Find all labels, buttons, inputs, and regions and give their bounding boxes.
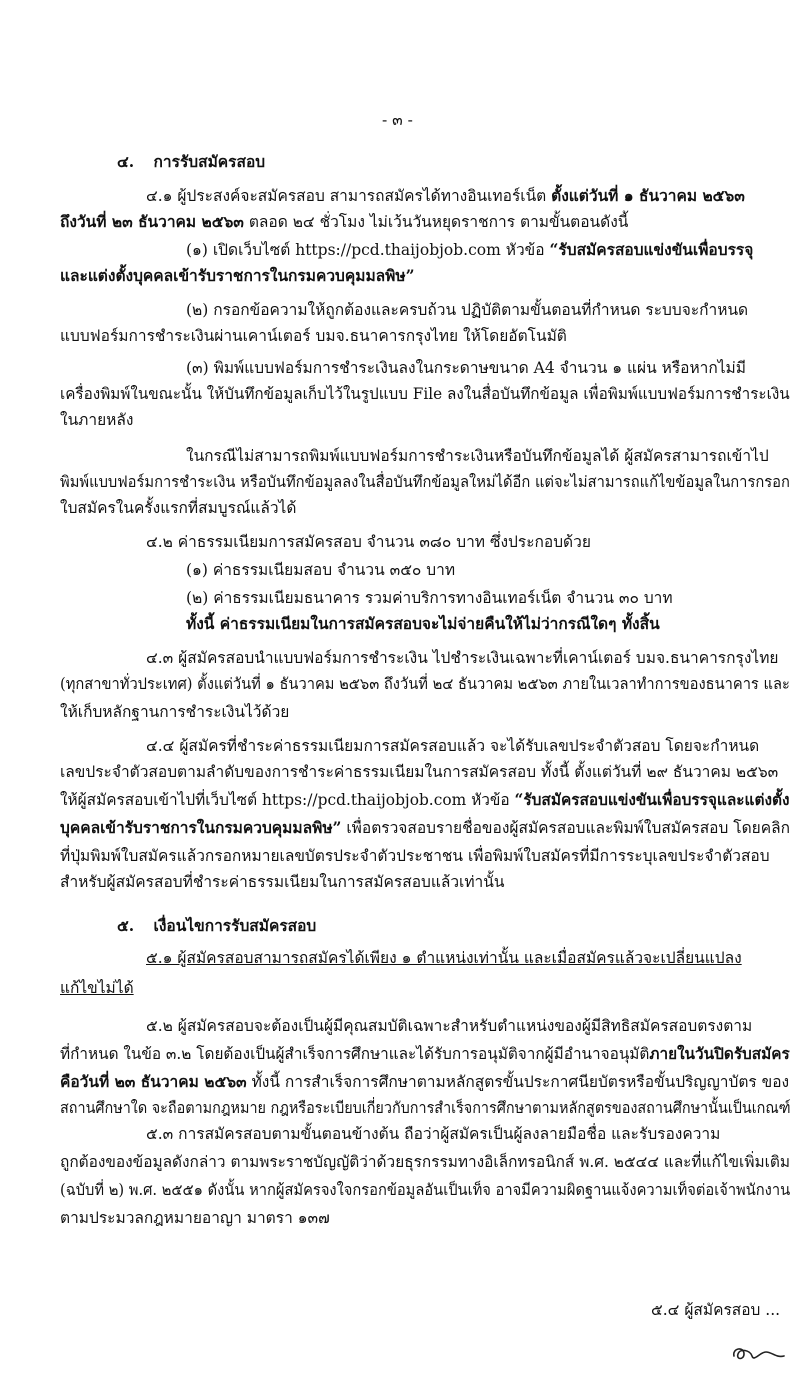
clause-4-1-line-2 [60,212,628,232]
continuation-note: ๕.๔ ผู้สมัครสอบ ... [651,1301,781,1319]
clause-4-1-text: ๔.๑ ผู้ประสงค์จะสมัครสอบ สามารถสมัครได้ทางอินเทอร์เน็ต [146,187,552,205]
clause-4-4-line-3 [60,790,789,810]
section-5-title: เงื่อนไขการรับสมัครสอบ [153,916,317,935]
step-2-line-1: (๒) กรอกข้อความให้ถูกต้องและครบถ้วน ปฏิบัติตามขั้นตอนที่กำหนด ระบบจะกำหนด [186,301,749,319]
step-1-text: (๑) เปิดเว็บไซต์ https://pcd.thaijobjob.com หัวข้อ [186,241,550,259]
section-4-number: ๔. [117,152,135,171]
clause-5-2-line-2 [60,1044,790,1064]
clause-4-3-line-2: (ทุกสาขาทั่วประเทศ) ตั้งแต่วันที่ ๑ ธันวาคม ๒๕๖๓ ถึงวันที่ ๒๔ ธันวาคม ๒๕๖๓ ภายในเวลาทำการของธนาคาร และ [60,675,790,693]
step-2-line-2: แบบฟอร์มการชำระเงินผ่านเคาน์เตอร์ บมจ.ธนาคารกรุงไทย ให้โดยอัตโนมัติ [60,327,567,345]
step-1-topic: “รับสมัครสอบแข่งขันเพื่อบรรจุ [549,240,754,259]
clause-4-4-text-2: เพื่อตรวจสอบรายชื่อของผู้สมัครสอบและพิมพ์ใบสมัครสอบ โดยคลิก [341,819,790,837]
clause-5-1-line-1: ๕.๑ ผู้สมัครสอบสามารถสมัครได้เพียง ๑ ตำแหน่งเท่านั้น และเมื่อสมัครแล้วจะเปลี่ยนแปลง [146,949,742,967]
section-4-title: การรับสมัครสอบ [153,152,266,171]
clause-5-2-deadline: ภายในวันปิดรับสมัคร [649,1044,790,1063]
clause-4-4-topic-2: บุคคลเข้ารับราชการในกรมควบคุมมลพิษ” [60,818,342,837]
clause-5-2-line-4: สถานศึกษาใด จะถือตามกฎหมาย กฎหรือระเบียบเกี่ยวกับการสำเร็จการศึกษาตามหลักสูตรของสถานศึกษานั้นเป็นเกณฑ์ [60,1099,791,1117]
clause-4-1-date-start: ตั้งแต่วันที่ ๑ ธันวาคม ๒๕๖๓ [551,186,745,205]
clause-5-2-line-3 [60,1072,789,1092]
section-5-heading [117,916,316,936]
clause-4-4-topic: “รับสมัครสอบแข่งขันเพื่อบรรจุและแต่งตั้ง [514,790,790,809]
clause-4-2: ๔.๒ ค่าธรรมเนียมการสมัครสอบ จำนวน ๓๘๐ บาท ซึ่งประกอบด้วย [146,533,591,551]
clause-5-3-line-2: ถูกต้องของข้อมูลดังกล่าว ตามพระราชบัญญัติว่าด้วยธุรกรรมทางอิเล็กทรอนิกส์ พ.ศ. ๒๕๔๔ และที่แก้ไขเพิ่มเติม [60,1153,791,1171]
clause-5-3-line-3: (ฉบับที่ ๒) พ.ศ. ๒๕๕๑ ดังนั้น หากผู้สมัครจงใจกรอกข้อมูลอันเป็นเท็จ อาจมีความผิดฐานแจ้งความเท็จต่อเจ้าพนักงาน [60,1181,791,1199]
clause-4-4-line-4 [60,818,790,838]
step-1-line-2: และแต่งตั้งบุคคลเข้ารับราชการในกรมควบคุมมลพิษ” [60,266,415,285]
clause-5-2-text-2: ทั้งนี้ การสำเร็จการศึกษาตามหลักสูตรขั้นประกาศนียบัตรหรือขั้นปริญญาบัตร ของ [246,1073,790,1091]
clause-5-2-deadline-date: คือวันที่ ๒๓ ธันวาคม ๒๕๖๓ [60,1072,247,1091]
step-3-line-3: ในภายหลัง [60,411,134,429]
clause-5-3-line-1: ๕.๓ การสมัครสอบตามขั้นตอนข้างต้น ถือว่าผู้สมัครเป็นผู้ลงลายมือชื่อ และรับรองความ [146,1125,721,1143]
note-line-1: ในกรณีไม่สามารถพิมพ์แบบฟอร์มการชำระเงินหรือบันทึกข้อมูลได้ ผู้สมัครสามารถเข้าไป [186,447,769,465]
handwritten-initial-mark-icon [728,1338,788,1368]
clause-5-1-line-2: แก้ไขไม่ได้ [60,979,134,997]
step-1-line-1 [186,240,753,260]
clause-4-1-date-end: ถึงวันที่ ๒๓ ธันวาคม ๒๕๖๓ [60,212,244,231]
clause-4-4-line-5: ที่ปุ่มพิมพ์ใบสมัครแล้วกรอกหมายเลขบัตรประจำตัวประชาชน เพื่อพิมพ์ใบสมัครที่มีการระบุเลขประจำตัวสอบ [60,847,770,865]
clause-4-4-line-2: เลขประจำตัวสอบตามลำดับของการชำระค่าธรรมเนียมในการสมัครสอบ ทั้งนี้ ตั้งแต่วันที่ ๒๙ ธันวาคม ๒๕๖๓ [60,763,779,781]
fee-item-1: (๑) ค่าธรรมเนียมสอบ จำนวน ๓๕๐ บาท [186,561,456,579]
note-line-3: ใบสมัครในครั้งแรกที่สมบูรณ์แล้วได้ [60,499,297,517]
clause-4-1-text-2: ตลอด ๒๔ ชั่วโมง ไม่เว้นวันหยุดราชการ ตามขั้นตอนดังนี้ [243,213,629,231]
fee-item-2: (๒) ค่าธรรมเนียมธนาคาร รวมค่าบริการทางอินเทอร์เน็ต จำนวน ๓๐ บาท [186,589,673,607]
clause-4-4-text: ให้ผู้สมัครสอบเข้าไปที่เว็บไซต์ https://pcd.thaijobjob.com หัวข้อ [60,791,515,809]
clause-4-3-line-3: ให้เก็บหลักฐานการชำระเงินไว้ด้วย [60,703,290,721]
clause-4-4-line-6: สำหรับผู้สมัครสอบที่ชำระค่าธรรมเนียมในการสมัครสอบแล้วเท่านั้น [60,873,505,891]
fee-note: ทั้งนี้ ค่าธรรมเนียมในการสมัครสอบจะไม่จ่ายคืนให้ไม่ว่ากรณีใดๆ ทั้งสิ้น [186,614,660,633]
page-number: - ๓ - [382,111,413,129]
clause-5-2-line-1: ๕.๒ ผู้สมัครสอบจะต้องเป็นผู้มีคุณสมบัติเฉพาะสำหรับตำแหน่งของผู้มีสิทธิสมัครสอบตรงตาม [146,1017,753,1035]
clause-4-4-line-1: ๔.๔ ผู้สมัครที่ชำระค่าธรรมเนียมการสมัครสอบแล้ว จะได้รับเลขประจำตัวสอบ โดยจะกำหนด [146,737,760,755]
step-3-line-2: เครื่องพิมพ์ในขณะนั้น ให้บันทึกข้อมูลเก็บไว้ในรูปแบบ File ลงในสื่อบันทึกข้อมูล เพื่อพิมพ์แบบฟอร์มการชำระเงิน [60,385,790,403]
note-line-2: พิมพ์แบบฟอร์มการชำระเงิน หรือบันทึกข้อมูลลงในสื่อบันทึกข้อมูลใหม่ได้อีก แต่จะไม่สามารถแก้ไขข้อมูลในการกรอก [60,473,790,491]
section-4-heading [117,152,265,172]
clause-5-2-text: ที่กำหนด ในข้อ ๓.๒ โดยต้องเป็นผู้สำเร็จการศึกษาและได้รับการอนุมัติจากผู้มีอำนาจอนุมัติ [60,1045,650,1063]
section-5-number: ๕. [117,916,135,935]
clause-4-1-line-1 [146,186,745,206]
clause-4-3-line-1: ๔.๓ ผู้สมัครสอบนำแบบฟอร์มการชำระเงิน ไปชำระเงินเฉพาะที่เคาน์เตอร์ บมจ.ธนาคารกรุงไทย [146,649,779,667]
clause-5-3-line-4: ตามประมวลกฎหมายอาญา มาตรา ๑๓๗ [60,1209,330,1227]
step-3-line-1: (๓) พิมพ์แบบฟอร์มการชำระเงินลงในกระดาษขนาด A4 จำนวน ๑ แผ่น หรือหากไม่มี [186,359,746,377]
